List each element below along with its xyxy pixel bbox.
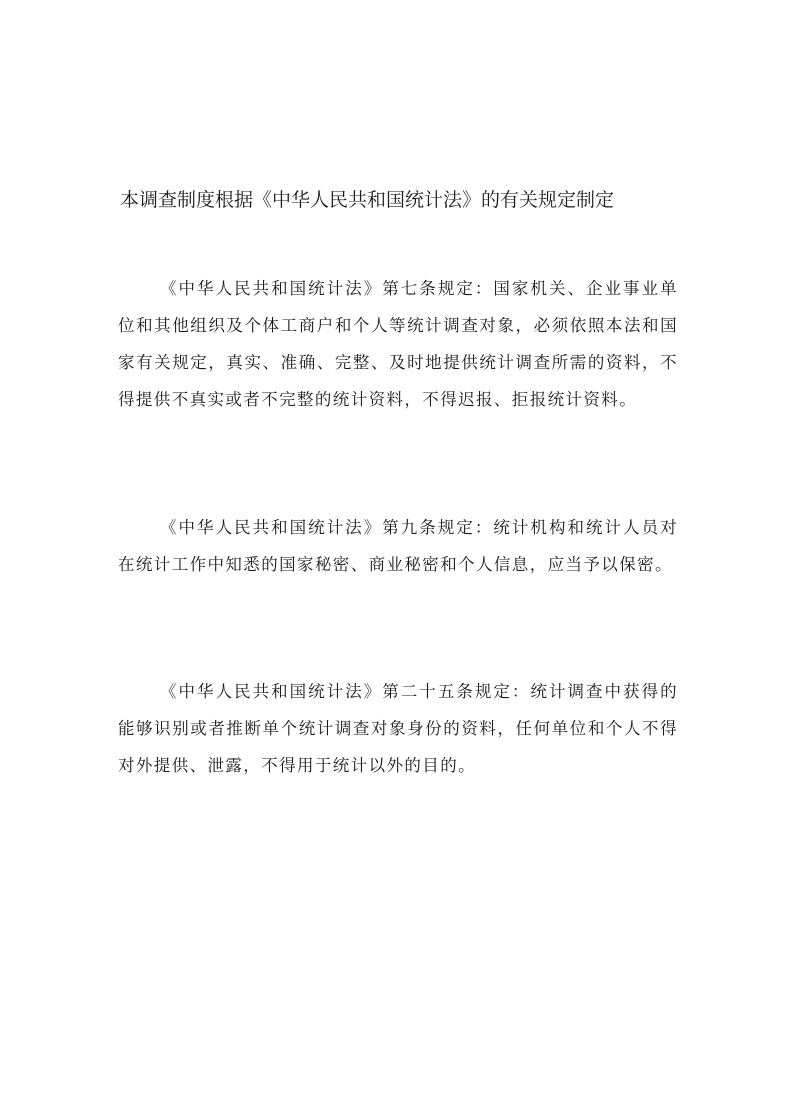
document-title: 本调查制度根据《中华人民共和国统计法》的有关规定制定	[120, 189, 615, 211]
paragraph-article-25: 《中华人民共和国统计法》第二十五条规定：统计调查中获得的能够识别或者推断单个统计调查对象身份的资料，任何单位和个人不得对外提供、泄露，不得用于统计以外的目的。	[118, 682, 678, 775]
paragraph-article-7: 《中华人民共和国统计法》第七条规定：国家机关、企业事业单位和其他组织及个体工商户和个人等统计调查对象，必须依照本法和国家有关规定，真实、准确、完整、及时地提供统计调查所需的资料，不得提供不真实或者不完整的统计资料，不得迟报、拒报统计资料。	[118, 279, 678, 409]
paragraph-article-9: 《中华人民共和国统计法》第九条规定：统计机构和统计人员对在统计工作中知悉的国家秘密、商业秘密和个人信息，应当予以保密。	[118, 518, 678, 574]
